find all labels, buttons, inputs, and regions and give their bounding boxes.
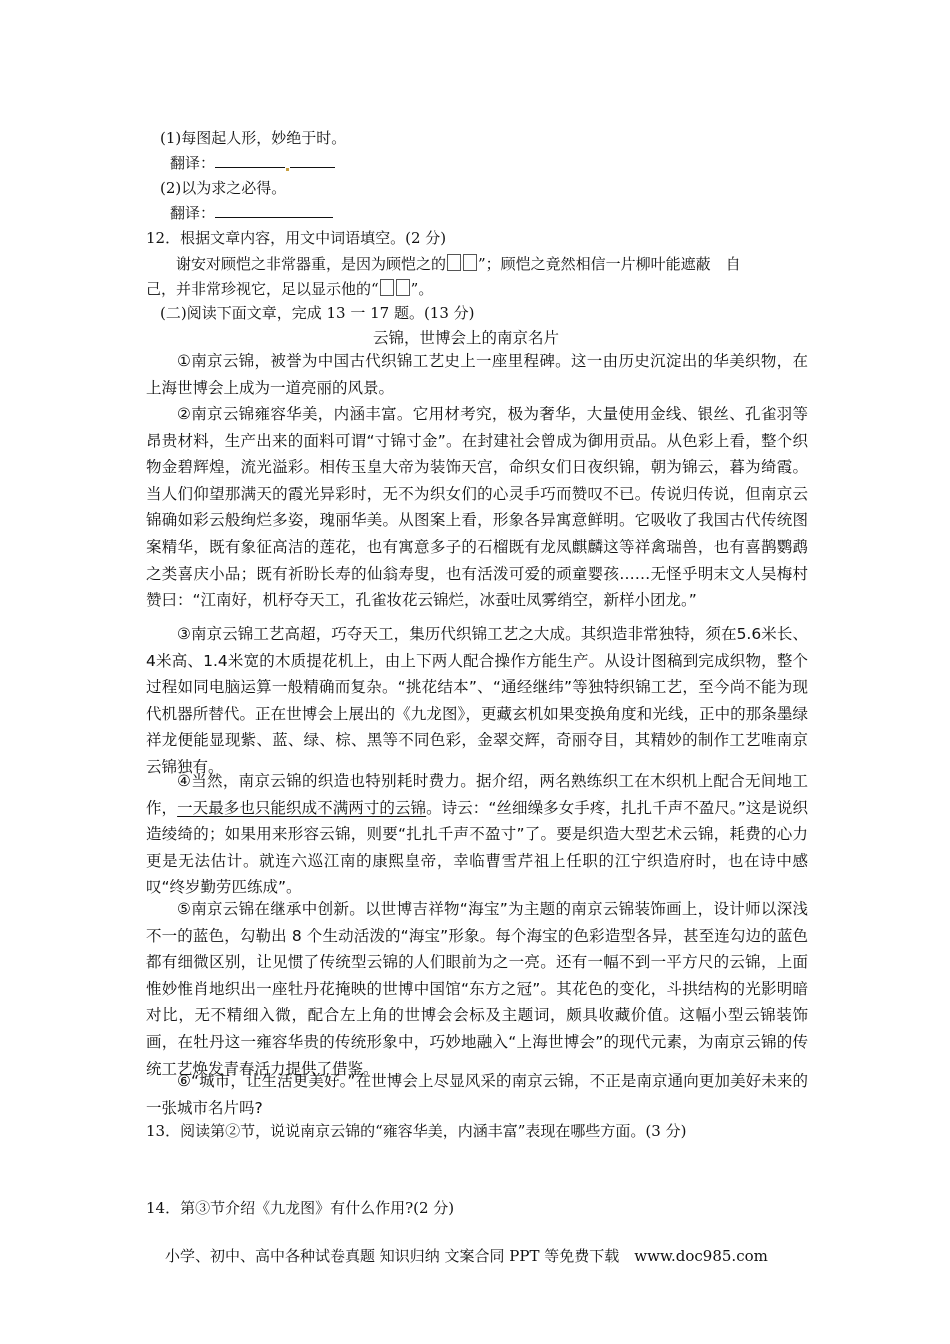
page-footer: 小学、初中、高中各种试卷真题 知识归纳 文案合同 PPT 等免费下载 www.doc985.com <box>165 1247 768 1265</box>
q12-line-2 <box>146 279 433 299</box>
translation-label: 翻译： <box>170 204 216 222</box>
missing-glyph-box <box>396 279 410 296</box>
p4-text: 。诗云：“丝细缲多女手疼，扎扎千声不盈尺。”这是说织造绫绮的；如果用来形容云锦，则要“扎扎千声不盈寸”了。要是织造大型艺术云锦，耗费的心力更是无法估计。就连六巡江南的康熙皇帝，幸临曹雪芹祖上任职的江宁织造府时，也在诗中感叹“终岁勤劳匹练成”。 <box>146 798 808 897</box>
missing-glyph-box <box>463 254 477 271</box>
translation-label: 翻译： <box>170 154 216 172</box>
q11-translation-1 <box>170 153 335 173</box>
section-heading: (二)阅读下面文章，完成 13 一 17 题。(13 分) <box>160 304 475 322</box>
question-14: 14．第③节介绍《九龙图》有什么作用?(2 分) <box>146 1199 455 1217</box>
underlined-sentence: 一天最多也只能织成不满两寸的云锦 <box>177 798 427 817</box>
article-title: 云锦，世博会上的南京名片 <box>373 329 560 347</box>
paragraph-6: ⑥“城市，让生活更美好。”在世博会上尽显风采的南京云锦，不正是南京通向更加美好未来的一张城市名片吗? <box>146 1072 808 1117</box>
q11-translation-2 <box>170 203 333 223</box>
paragraph-5: ⑤南京云锦在继承中创新。以世博吉祥物“海宝”为主题的南京云锦装饰画上，设计师以深浅不一的蓝色，勾勒出 8 个生动活泼的“海宝”形象。每个海宝的色彩造型各异，甚至连勾边的蓝色都有细微区别，让见惯了传统型云锦的人们眼前为之一亮。还有一幅不到一平方尺的云锦，上面惟妙惟肖地织出一座牡丹花掩映的世博中国馆“东方之冠”。其花色的变化，斗拱结构的光影明暗对比，无不精细入微，配合左上角的世博会会标及主题词，颇具收藏价值。这幅小型云锦装饰画，在牡丹这一雍容华贵的传统形象中，巧妙地融入“上海世博会”的现代元素，为南京云锦的传统工艺焕发青春活力提供了借鉴。 <box>146 900 808 1078</box>
decorative-dot <box>286 168 289 171</box>
answer-blank[interactable] <box>215 153 285 168</box>
p4-text: ④当然，南京云锦的织造也特别耗时费力。据介绍，两名熟练织工在木织机上配合无间地工作， <box>146 772 808 817</box>
paragraph-1: ①南京云锦，被誉为中国古代织锦工艺史上一座里程碑。这一由历史沉淀出的华美织物，在上海世博会上成为一道亮丽的风景。 <box>146 352 808 397</box>
paragraph-4 <box>146 768 808 901</box>
question-13: 13．阅读第②节，说说南京云锦的“雍容华美，内涵丰富”表现在哪些方面。(3 分) <box>146 1122 687 1140</box>
paragraph-3: ③南京云锦工艺高超，巧夺天工，集历代织锦工艺之大成。其织造非常独特，须在5.6米长、4米高、1.4米宽的木质提花机上，由上下两人配合操作方能生产。从设计图稿到完成织物，整个过程如同电脑运算一般精确而复杂。“挑花结本”、“通经继纬”等独特织锦工艺，至今尚不能为现代机器所替代。正在世博会上展出的《九龙图》，更藏玄机如果变换角度和光线，正中的那条墨绿祥龙便能显现紫、蓝、绿、棕、黑等不同色彩，金翠交辉，奇丽夺目，其精妙的制作工艺唯南京云锦独有。 <box>146 625 808 776</box>
q12-text: 谢安对顾恺之非常器重，是因为顾恺之的 <box>176 255 447 273</box>
q12-text: 己，并非常珍视它，足以显示他的“ <box>146 280 379 298</box>
paragraph-2: ②南京云锦雍容华美，内涵丰富。它用材考究，极为奢华，大量使用金线、银丝、孔雀羽等昂贵材料，生产出来的面料可谓“寸锦寸金”。在封建社会曾成为御用贡品。从色彩上看，整个织物金碧辉煌，流光溢彩。相传玉皇大帝为装饰天宫，命织女们日夜织锦，朝为锦云，暮为绮霞。当人们仰望那满天的霞光异彩时，无不为织女们的心灵手巧而赞叹不已。传说归传说，但南京云锦确如彩云般绚烂多姿，瑰丽华美。从图案上看，形象各异寓意鲜明。它吸收了我国古代传统图案精华，既有象征高洁的莲花，也有寓意多子的石榴既有龙凤麒麟这等祥禽瑞兽，也有喜鹊鹦鹉之类喜庆小品；既有祈盼长寿的仙翁寿叟，也有活泼可爱的顽童婴孩……无怪乎明末文人吴梅村赞曰：“江南好，机杼夺天工，孔雀妆花云锦烂，冰蚕吐凤雾绡空，新样小团龙。” <box>146 405 808 610</box>
q12-text: ”；顾恺之竟然相信一片柳叶能遮蔽 自 <box>478 255 741 273</box>
q11-sentence-1: (1)每图起人形，妙绝于时。 <box>160 129 347 147</box>
answer-blank[interactable] <box>215 203 333 218</box>
q12-line-1 <box>176 254 741 274</box>
missing-glyph-box <box>380 279 394 296</box>
q11-sentence-2: (2)以为求之必得。 <box>160 179 287 197</box>
missing-glyph-box <box>447 254 461 271</box>
q12-text: ”。 <box>410 280 434 298</box>
q12-prompt: 12．根据文章内容，用文中词语填空。(2 分) <box>146 229 447 247</box>
answer-blank[interactable] <box>290 153 335 168</box>
